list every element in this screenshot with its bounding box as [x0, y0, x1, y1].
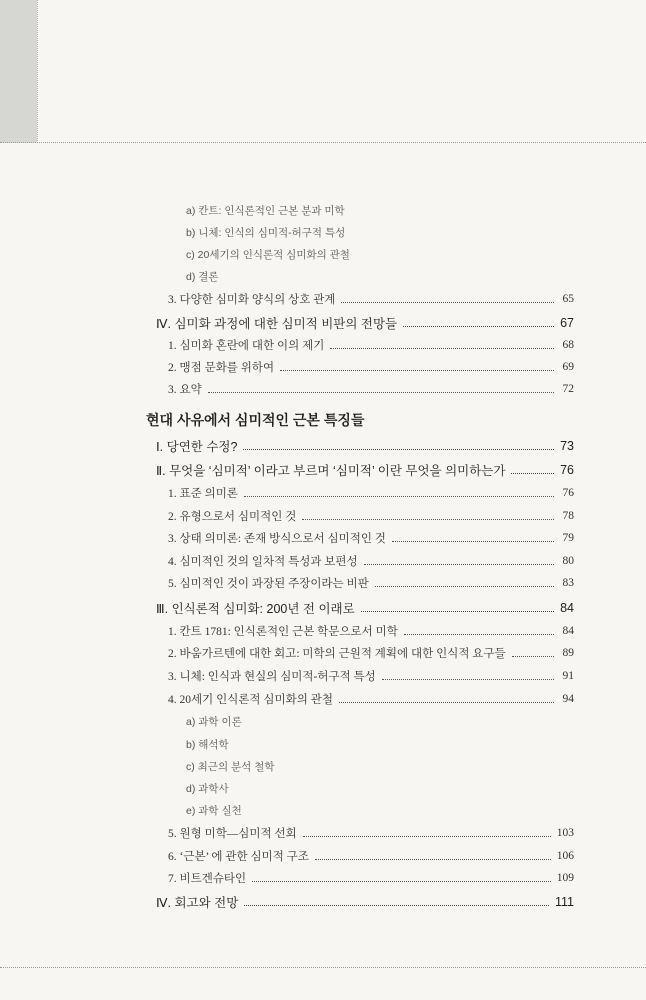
- toc-entry-text: 3. 니체: 인식과 현실의 심미적-허구적 특성: [168, 671, 376, 683]
- toc-entry: [168, 550, 574, 572]
- toc-entry-text: d) 결론: [186, 270, 219, 283]
- dot-leader: [244, 905, 549, 906]
- toc-entry-text: Ⅰ. 당연한 수정?: [156, 440, 238, 454]
- toc-entry: [156, 459, 574, 481]
- toc-entry: [156, 435, 574, 457]
- dot-leader: [315, 859, 551, 860]
- dot-leader: [303, 836, 551, 837]
- toc-entry-text: d) 과학사: [186, 782, 229, 795]
- toc-entry: [168, 527, 574, 549]
- toc-entry: [186, 221, 345, 243]
- toc-entry-text: 3. 다양한 심미화 양식의 상호 관계: [168, 294, 336, 306]
- toc-page-number: 78: [562, 510, 574, 522]
- toc-entry-text: Ⅳ. 회고와 전망: [156, 896, 239, 910]
- toc-entry: [168, 867, 574, 889]
- toc-page-number: 89: [562, 647, 574, 659]
- toc-entry: [168, 356, 574, 378]
- toc-page-number: 69: [562, 361, 574, 373]
- dot-leader: [382, 679, 554, 680]
- toc-entry-text: 5. 심미적인 것이 과장된 주장이라는 비판: [168, 578, 369, 590]
- toc-page-number: 109: [556, 872, 574, 884]
- toc-entry: [168, 482, 574, 504]
- toc-entry: [168, 620, 574, 642]
- toc-entry-text: 2. 맹점 문화를 위하여: [168, 362, 275, 374]
- toc-page-number: 83: [562, 577, 574, 589]
- toc-page-number: 72: [562, 383, 574, 395]
- toc-entry: [168, 822, 574, 844]
- toc-entry: [156, 597, 574, 619]
- toc-page-number: 80: [562, 555, 574, 567]
- toc-page-number: 76: [560, 463, 574, 477]
- dot-leader: [330, 348, 554, 349]
- toc-entry: [168, 688, 574, 710]
- dot-leader: [244, 496, 554, 497]
- dot-leader: [404, 634, 554, 635]
- toc-page-number: 67: [560, 316, 574, 330]
- toc-entry: [186, 777, 229, 799]
- dot-leader: [361, 611, 554, 612]
- toc-page-number: 84: [560, 601, 574, 615]
- toc-entry: [186, 733, 229, 755]
- toc-entry-text: 4. 20세기 인식론적 심미화의 관철: [168, 694, 333, 706]
- toc-entry: [168, 378, 574, 400]
- dot-leader: [392, 541, 554, 542]
- toc-entry-text: a) 과학 이론: [186, 715, 242, 728]
- toc-entry: [168, 572, 574, 594]
- dot-leader: [403, 326, 554, 327]
- toc-entry-text: 4. 심미적인 것의 일차적 특성과 보편성: [168, 556, 358, 568]
- toc-entry-text: 1. 표준 의미론: [168, 488, 238, 500]
- toc-entry-text: 3. 상태 의미론: 존재 방식으로서 심미적인 것: [168, 533, 386, 545]
- toc-page-number: 111: [554, 895, 574, 909]
- toc-page-number: 65: [562, 293, 574, 305]
- toc-entry-text: Ⅱ. 무엇을 ‘심미적’ 이라고 부르며 ‘심미적’ 이란 무엇을 의미하는가: [156, 464, 506, 478]
- toc-entry: [168, 334, 574, 356]
- toc-entry-text: 6. ‘근본’ 에 관한 심미적 구조: [168, 851, 309, 863]
- dot-leader: [208, 392, 554, 393]
- footer-divider: [0, 967, 646, 968]
- toc-entry-text: Ⅳ. 심미화 과정에 대한 심미적 비판의 전망들: [156, 317, 398, 331]
- toc-page-number: 91: [562, 670, 574, 682]
- toc-page-number: 73: [560, 439, 574, 453]
- toc-entry: [186, 710, 242, 732]
- toc-entry: [168, 505, 574, 527]
- toc-entry: [156, 891, 574, 913]
- toc-entry: [186, 199, 345, 221]
- toc-page-number: 76: [562, 487, 574, 499]
- toc-entry: [168, 288, 574, 310]
- dot-leader: [243, 449, 554, 450]
- toc-entry: [168, 642, 574, 664]
- dot-leader: [364, 564, 554, 565]
- toc-entry-text: 3. 요약: [168, 384, 202, 396]
- toc-entry-text: 7. 비트겐슈타인: [168, 873, 247, 885]
- toc-page-number: 94: [562, 693, 574, 705]
- toc-entry-text: e) 과학 실천: [186, 804, 242, 817]
- toc-entry-text: 2. 유형으로서 심미적인 것: [168, 511, 297, 523]
- toc-entry-text: b) 니체: 인식의 심미적-허구적 특성: [186, 226, 346, 239]
- toc-entry-text: 2. 바움가르텐에 대한 회고: 미학의 근원적 계획에 대한 인식적 요구들: [168, 648, 506, 660]
- toc-entry: [186, 755, 275, 777]
- toc-entry: [156, 312, 574, 334]
- dot-leader: [511, 473, 554, 474]
- toc-entry-text: a) 칸트: 인식론적인 근본 분과 미학: [186, 204, 345, 217]
- dot-leader: [252, 881, 551, 882]
- toc-entry-text: 1. 심미화 혼란에 대한 이의 제기: [168, 340, 325, 352]
- dot-leader: [302, 519, 554, 520]
- dot-leader: [512, 656, 554, 657]
- toc-entry-text: c) 20세기의 인식론적 심미화의 관철: [186, 248, 350, 261]
- dot-leader: [341, 302, 554, 303]
- dot-leader: [375, 586, 554, 587]
- toc-page-number: 103: [556, 827, 574, 839]
- toc-page-number: 106: [556, 850, 574, 862]
- section-title: 현대 사유에서 심미적인 근본 특징들: [146, 412, 365, 428]
- toc-entry: [186, 243, 350, 265]
- toc-page-number: 68: [562, 339, 574, 351]
- toc-entry: [186, 799, 242, 821]
- toc-entry-text: Ⅲ. 인식론적 심미화: 200년 전 이래로: [156, 602, 355, 616]
- toc-entry-text: 5. 원형 미학—심미적 선회: [168, 828, 297, 840]
- toc-entry-text: c) 최근의 분석 철학: [186, 760, 275, 773]
- toc-page-number: 79: [562, 532, 574, 544]
- dot-leader: [280, 370, 554, 371]
- toc-page-number: 84: [562, 625, 574, 637]
- toc-entry: [186, 265, 219, 287]
- toc-entry: [168, 665, 574, 687]
- toc-entry: [168, 845, 574, 867]
- toc-entry-text: 1. 칸트 1781: 인식론적인 근본 학문으로서 미학: [168, 626, 398, 638]
- dot-leader: [339, 702, 554, 703]
- toc-entry-text: b) 해석학: [186, 738, 229, 751]
